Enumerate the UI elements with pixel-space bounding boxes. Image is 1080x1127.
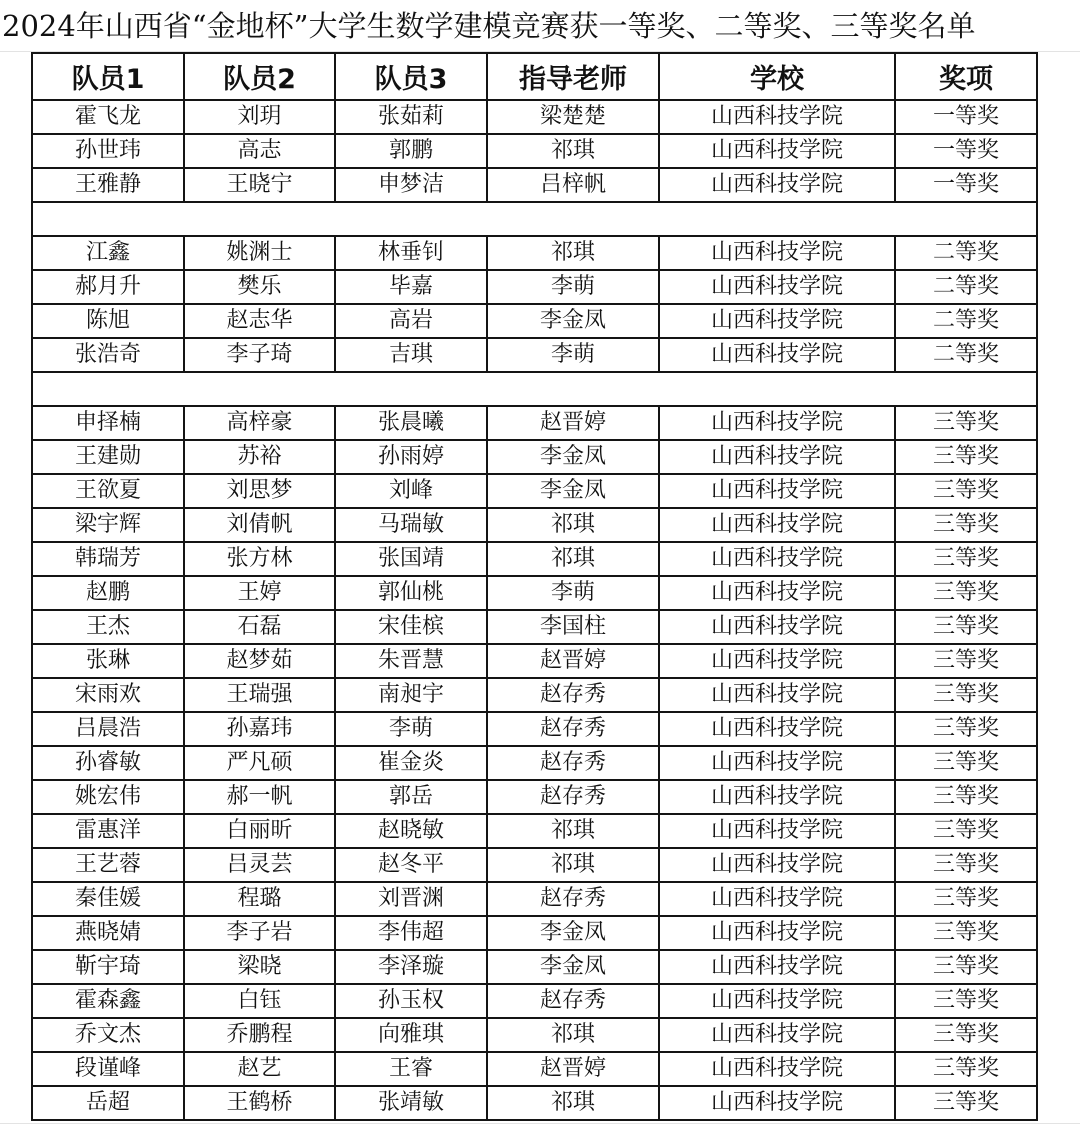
cell-award: 三等奖: [895, 678, 1037, 712]
cell-member-3: 向雅琪: [335, 1018, 487, 1052]
table-row: [32, 576, 1037, 610]
cell-member-3: 李萌: [335, 712, 487, 746]
table-row: [32, 1086, 1037, 1120]
cell-school: 山西科技学院: [659, 1052, 895, 1086]
cell-award: 二等奖: [895, 270, 1037, 304]
cell-award: 三等奖: [895, 1086, 1037, 1120]
cell-member-1: 张浩奇: [32, 338, 184, 372]
cell-member-2: 梁晓: [184, 950, 335, 984]
cell-school: 山西科技学院: [659, 270, 895, 304]
table-row: [32, 984, 1037, 1018]
document-title: 2024年山西省“金地杯”大学生数学建模竞赛获一等奖、二等奖、三等奖名单: [2, 9, 976, 43]
cell-award: 三等奖: [895, 780, 1037, 814]
cell-member-2: 石磊: [184, 610, 335, 644]
table-row: [32, 100, 1037, 134]
table-row: [32, 746, 1037, 780]
cell-member-1: 王雅静: [32, 168, 184, 202]
cell-member-3: 吉琪: [335, 338, 487, 372]
cell-member-2: 白丽昕: [184, 814, 335, 848]
cell-member-1: 郝月升: [32, 270, 184, 304]
cell-school: 山西科技学院: [659, 168, 895, 202]
cell-award: 三等奖: [895, 712, 1037, 746]
cell-member-2: 李子琦: [184, 338, 335, 372]
cell-member-3: 孙雨婷: [335, 440, 487, 474]
cell-school: 山西科技学院: [659, 406, 895, 440]
cell-member-2: 姚渊士: [184, 236, 335, 270]
cell-member-3: 王睿: [335, 1052, 487, 1086]
cell-advisor: 赵存秀: [487, 882, 659, 916]
table-row: [32, 168, 1037, 202]
cell-award: 三等奖: [895, 984, 1037, 1018]
cell-member-2: 王鹤桥: [184, 1086, 335, 1120]
awards-table-body: [32, 100, 1037, 1120]
table-row: [32, 916, 1037, 950]
cell-school: 山西科技学院: [659, 780, 895, 814]
cell-advisor: 祁琪: [487, 236, 659, 270]
cell-member-3: 宋佳槟: [335, 610, 487, 644]
table-row: [32, 440, 1037, 474]
table-row: [32, 406, 1037, 440]
cell-school: 山西科技学院: [659, 338, 895, 372]
cell-member-3: 南昶宇: [335, 678, 487, 712]
cell-member-1: 靳宇琦: [32, 950, 184, 984]
cell-award: 三等奖: [895, 882, 1037, 916]
cell-member-2: 王瑞强: [184, 678, 335, 712]
cell-advisor: 赵存秀: [487, 746, 659, 780]
cell-advisor: 赵存秀: [487, 678, 659, 712]
table-row: [32, 848, 1037, 882]
cell-school: 山西科技学院: [659, 440, 895, 474]
header-award: 奖项: [895, 53, 1037, 100]
table-row: [32, 712, 1037, 746]
header-member-1: 队员1: [32, 53, 184, 100]
cell-award: 二等奖: [895, 236, 1037, 270]
cell-school: 山西科技学院: [659, 1018, 895, 1052]
cell-member-3: 赵晓敏: [335, 814, 487, 848]
cell-member-3: 刘峰: [335, 474, 487, 508]
cell-award: 三等奖: [895, 1052, 1037, 1086]
header-advisor: 指导老师: [487, 53, 659, 100]
cell-advisor: 赵晋婷: [487, 406, 659, 440]
cell-school: 山西科技学院: [659, 576, 895, 610]
cell-member-3: 崔金炎: [335, 746, 487, 780]
cell-member-1: 霍森鑫: [32, 984, 184, 1018]
cell-advisor: 李金凤: [487, 950, 659, 984]
cell-member-2: 刘玥: [184, 100, 335, 134]
cell-member-1: 王杰: [32, 610, 184, 644]
cell-advisor: 赵存秀: [487, 780, 659, 814]
cell-member-2: 王晓宁: [184, 168, 335, 202]
cell-award: 三等奖: [895, 814, 1037, 848]
cell-school: 山西科技学院: [659, 984, 895, 1018]
cell-advisor: 李金凤: [487, 440, 659, 474]
cell-member-3: 申梦洁: [335, 168, 487, 202]
cell-member-3: 赵冬平: [335, 848, 487, 882]
cell-school: 山西科技学院: [659, 134, 895, 168]
cell-advisor: 李萌: [487, 576, 659, 610]
cell-award: 三等奖: [895, 542, 1037, 576]
table-row: [32, 338, 1037, 372]
cell-member-3: 孙玉权: [335, 984, 487, 1018]
cell-member-2: 赵梦茹: [184, 644, 335, 678]
cell-school: 山西科技学院: [659, 678, 895, 712]
header-school: 学校: [659, 53, 895, 100]
cell-member-1: 姚宏伟: [32, 780, 184, 814]
cell-school: 山西科技学院: [659, 1086, 895, 1120]
cell-member-3: 李伟超: [335, 916, 487, 950]
cell-member-1: 王艺蓉: [32, 848, 184, 882]
cell-member-1: 岳超: [32, 1086, 184, 1120]
cell-school: 山西科技学院: [659, 882, 895, 916]
cell-member-2: 乔鹏程: [184, 1018, 335, 1052]
cell-member-1: 孙睿敏: [32, 746, 184, 780]
cell-member-2: 郝一帆: [184, 780, 335, 814]
cell-advisor: 祁琪: [487, 508, 659, 542]
cell-member-1: 赵鹏: [32, 576, 184, 610]
table-row: [32, 304, 1037, 338]
cell-member-1: 申择楠: [32, 406, 184, 440]
group-separator-row: [32, 202, 1037, 236]
cell-member-1: 宋雨欢: [32, 678, 184, 712]
cell-member-2: 樊乐: [184, 270, 335, 304]
cell-member-2: 张方林: [184, 542, 335, 576]
cell-member-3: 林垂钊: [335, 236, 487, 270]
cell-award: 一等奖: [895, 100, 1037, 134]
table-row: [32, 508, 1037, 542]
cell-school: 山西科技学院: [659, 746, 895, 780]
cell-award: 三等奖: [895, 950, 1037, 984]
table-row: [32, 236, 1037, 270]
cell-award: 二等奖: [895, 338, 1037, 372]
cell-member-3: 马瑞敏: [335, 508, 487, 542]
table-row: [32, 814, 1037, 848]
cell-advisor: 祁琪: [487, 134, 659, 168]
table-row: [32, 678, 1037, 712]
cell-school: 山西科技学院: [659, 508, 895, 542]
cell-member-1: 燕晓婧: [32, 916, 184, 950]
cell-advisor: 赵晋婷: [487, 1052, 659, 1086]
cell-advisor: 吕梓帆: [487, 168, 659, 202]
table-row: [32, 542, 1037, 576]
cell-member-2: 赵艺: [184, 1052, 335, 1086]
cell-advisor: 李金凤: [487, 304, 659, 338]
table-row: [32, 1018, 1037, 1052]
table-row: [32, 950, 1037, 984]
cell-member-2: 苏裕: [184, 440, 335, 474]
cell-member-1: 张琳: [32, 644, 184, 678]
cell-member-3: 郭鹏: [335, 134, 487, 168]
empty-merged-cell: [32, 202, 1037, 236]
cell-member-1: 陈旭: [32, 304, 184, 338]
cell-member-2: 程璐: [184, 882, 335, 916]
cell-award: 三等奖: [895, 440, 1037, 474]
cell-member-3: 郭岳: [335, 780, 487, 814]
cell-member-3: 张晨曦: [335, 406, 487, 440]
cell-member-2: 赵志华: [184, 304, 335, 338]
cell-school: 山西科技学院: [659, 236, 895, 270]
cell-advisor: 赵晋婷: [487, 644, 659, 678]
cell-award: 二等奖: [895, 304, 1037, 338]
cell-member-3: 李泽璇: [335, 950, 487, 984]
sheet-gridline-bottom: [0, 1123, 1080, 1124]
cell-member-1: 孙世玮: [32, 134, 184, 168]
cell-school: 山西科技学院: [659, 814, 895, 848]
cell-award: 三等奖: [895, 508, 1037, 542]
cell-member-3: 刘晋渊: [335, 882, 487, 916]
cell-award: 三等奖: [895, 848, 1037, 882]
cell-award: 三等奖: [895, 406, 1037, 440]
cell-award: 一等奖: [895, 168, 1037, 202]
cell-award: 三等奖: [895, 610, 1037, 644]
empty-merged-cell: [32, 372, 1037, 406]
cell-school: 山西科技学院: [659, 712, 895, 746]
cell-school: 山西科技学院: [659, 644, 895, 678]
cell-member-1: 吕晨浩: [32, 712, 184, 746]
cell-member-1: 霍飞龙: [32, 100, 184, 134]
cell-advisor: 李萌: [487, 338, 659, 372]
table-row: [32, 780, 1037, 814]
cell-school: 山西科技学院: [659, 100, 895, 134]
cell-advisor: 祁琪: [487, 1086, 659, 1120]
cell-award: 一等奖: [895, 134, 1037, 168]
cell-member-2: 白钰: [184, 984, 335, 1018]
cell-member-2: 孙嘉玮: [184, 712, 335, 746]
cell-school: 山西科技学院: [659, 848, 895, 882]
cell-award: 三等奖: [895, 474, 1037, 508]
table-row: [32, 644, 1037, 678]
cell-member-1: 江鑫: [32, 236, 184, 270]
cell-advisor: 祁琪: [487, 542, 659, 576]
cell-member-3: 毕嘉: [335, 270, 487, 304]
table-row: [32, 1052, 1037, 1086]
cell-member-1: 王欲夏: [32, 474, 184, 508]
cell-member-3: 张靖敏: [335, 1086, 487, 1120]
cell-school: 山西科技学院: [659, 950, 895, 984]
cell-advisor: 李金凤: [487, 916, 659, 950]
cell-member-1: 王建勋: [32, 440, 184, 474]
cell-member-1: 乔文杰: [32, 1018, 184, 1052]
cell-member-2: 刘倩帆: [184, 508, 335, 542]
cell-member-2: 李子岩: [184, 916, 335, 950]
cell-member-2: 高梓豪: [184, 406, 335, 440]
cell-award: 三等奖: [895, 1018, 1037, 1052]
cell-member-2: 高志: [184, 134, 335, 168]
cell-member-3: 张国靖: [335, 542, 487, 576]
cell-member-2: 严凡硕: [184, 746, 335, 780]
cell-advisor: 李萌: [487, 270, 659, 304]
awards-table: [31, 52, 1038, 1121]
cell-advisor: 赵存秀: [487, 984, 659, 1018]
cell-advisor: 祁琪: [487, 848, 659, 882]
cell-member-1: 梁宇辉: [32, 508, 184, 542]
header-member-2: 队员2: [184, 53, 335, 100]
cell-school: 山西科技学院: [659, 610, 895, 644]
table-row: [32, 134, 1037, 168]
cell-member-3: 郭仙桃: [335, 576, 487, 610]
table-row: [32, 610, 1037, 644]
cell-school: 山西科技学院: [659, 916, 895, 950]
cell-advisor: 赵存秀: [487, 712, 659, 746]
cell-advisor: 李金凤: [487, 474, 659, 508]
cell-advisor: 祁琪: [487, 814, 659, 848]
cell-member-2: 王婷: [184, 576, 335, 610]
cell-advisor: 李国柱: [487, 610, 659, 644]
table-row: [32, 270, 1037, 304]
cell-school: 山西科技学院: [659, 474, 895, 508]
cell-member-3: 高岩: [335, 304, 487, 338]
cell-member-1: 秦佳媛: [32, 882, 184, 916]
table-row: [32, 882, 1037, 916]
cell-award: 三等奖: [895, 916, 1037, 950]
cell-member-1: 韩瑞芳: [32, 542, 184, 576]
header-member-3: 队员3: [335, 53, 487, 100]
cell-school: 山西科技学院: [659, 542, 895, 576]
cell-member-3: 张茹莉: [335, 100, 487, 134]
cell-advisor: 梁楚楚: [487, 100, 659, 134]
cell-member-1: 段谨峰: [32, 1052, 184, 1086]
cell-award: 三等奖: [895, 576, 1037, 610]
table-row: [32, 474, 1037, 508]
cell-member-1: 雷惠洋: [32, 814, 184, 848]
cell-award: 三等奖: [895, 746, 1037, 780]
cell-school: 山西科技学院: [659, 304, 895, 338]
header-row: [32, 53, 1037, 100]
cell-award: 三等奖: [895, 644, 1037, 678]
cell-member-3: 朱晋慧: [335, 644, 487, 678]
group-separator-row: [32, 372, 1037, 406]
cell-member-2: 吕灵芸: [184, 848, 335, 882]
cell-member-2: 刘思梦: [184, 474, 335, 508]
cell-advisor: 祁琪: [487, 1018, 659, 1052]
